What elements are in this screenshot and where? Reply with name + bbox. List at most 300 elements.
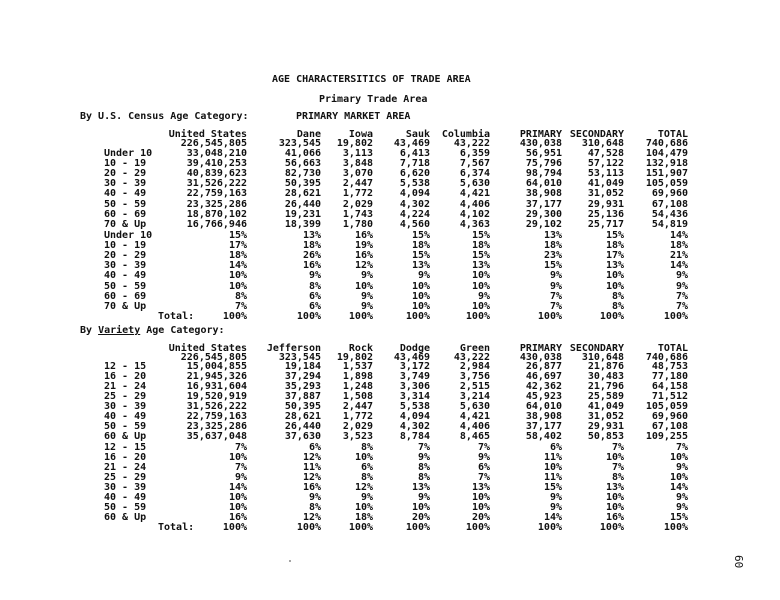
row-label: 20 - 29 — [104, 250, 147, 262]
percent-cell: 8% — [360, 472, 373, 483]
count-cell: 4,102 — [459, 208, 490, 220]
count-cell: 37,887 — [284, 391, 321, 402]
count-cell: 105,059 — [645, 401, 688, 412]
percent-cell: 6% — [477, 462, 490, 473]
percent-cell: 6% — [308, 300, 321, 312]
percent-cell: 7% — [549, 290, 562, 302]
count-cell: 3,070 — [342, 168, 373, 180]
percent-cell: 10% — [605, 492, 624, 503]
percent-cell: 9% — [360, 492, 373, 503]
count-cell: 7,567 — [459, 158, 490, 170]
count-cell: 6,374 — [459, 168, 490, 180]
count-cell: 23,325,286 — [186, 198, 247, 210]
population-total-cell: 226,545,805 — [180, 352, 247, 363]
percent-cell: 10% — [543, 462, 562, 473]
market-area-label: PRIMARY MARKET AREA — [296, 111, 411, 122]
count-cell: 25,589 — [587, 391, 624, 402]
percent-cell: 8% — [611, 290, 624, 302]
percent-cell: 18% — [354, 512, 373, 523]
total-percent-cell: 100% — [465, 310, 490, 322]
count-cell: 3,523 — [342, 431, 373, 442]
percent-cell: 9% — [308, 270, 321, 282]
count-cell: 2,447 — [342, 178, 373, 190]
count-cell: 16,931,604 — [186, 381, 247, 392]
percent-cell: 6% — [549, 442, 562, 453]
total-percent-cell: 100% — [405, 522, 430, 533]
row-label: 60 & Up — [104, 431, 147, 442]
row-label: 50 - 59 — [104, 421, 147, 432]
percent-cell: 10% — [605, 502, 624, 513]
count-cell: 29,931 — [587, 421, 624, 432]
percent-cell: 9% — [477, 452, 490, 463]
percent-cell: 14% — [669, 230, 688, 241]
percent-cell: 23% — [543, 250, 562, 262]
count-cell: 30,483 — [587, 371, 624, 382]
row-label: 10 - 19 — [104, 240, 147, 252]
column-header: SECONDARY — [569, 343, 624, 354]
count-cell: 2,984 — [459, 361, 490, 372]
percent-cell: 18% — [471, 240, 490, 252]
column-header: United States — [168, 129, 247, 140]
count-cell: 104,479 — [645, 148, 688, 159]
percent-cell: 18% — [605, 240, 624, 252]
count-cell: 3,172 — [399, 361, 430, 372]
count-cell: 5,630 — [459, 401, 490, 412]
count-cell: 4,421 — [459, 188, 490, 200]
total-percent-cell: 100% — [348, 522, 373, 533]
count-cell: 25,136 — [587, 208, 624, 220]
count-cell: 4,406 — [459, 198, 490, 210]
percent-cell: 10% — [471, 300, 490, 312]
column-header: United States — [168, 343, 247, 354]
count-cell: 50,395 — [284, 401, 321, 412]
row-label: 40 - 49 — [104, 492, 147, 503]
count-cell: 41,049 — [587, 178, 624, 190]
count-cell: 22,759,163 — [186, 188, 247, 200]
count-cell: 7,718 — [399, 158, 430, 170]
page-number: 60 — [732, 555, 745, 569]
total-percent-cell: 100% — [663, 310, 688, 322]
count-cell: 69,960 — [651, 188, 688, 200]
population-total-cell: 740,686 — [645, 352, 688, 363]
column-header: Iowa — [348, 129, 373, 140]
count-cell: 50,395 — [284, 178, 321, 190]
count-cell: 50,853 — [587, 431, 624, 442]
percent-cell: 9% — [675, 280, 688, 292]
percent-cell: 13% — [605, 260, 624, 272]
percent-cell: 16% — [605, 512, 624, 523]
count-cell: 71,512 — [651, 391, 688, 402]
count-cell: 2,515 — [459, 381, 490, 392]
percent-cell: 10% — [411, 300, 430, 312]
percent-cell: 20% — [471, 512, 490, 523]
percent-cell: 10% — [228, 452, 247, 463]
percent-cell: 9% — [549, 502, 562, 513]
row-label: 50 - 59 — [104, 502, 147, 513]
percent-cell: 8% — [417, 472, 430, 483]
percent-cell: 12% — [354, 260, 373, 272]
count-cell: 64,158 — [651, 381, 688, 392]
count-cell: 2,447 — [342, 401, 373, 412]
percent-cell: 9% — [675, 270, 688, 282]
percent-cell: 9% — [308, 492, 321, 503]
row-label: 20 - 29 — [104, 168, 147, 180]
count-cell: 5,538 — [399, 401, 430, 412]
percent-cell: 11% — [543, 472, 562, 483]
population-total-cell: 310,648 — [581, 138, 624, 149]
column-header: PRIMARY — [519, 343, 562, 354]
percent-cell: 8% — [417, 462, 430, 473]
percent-cell: 8% — [611, 300, 624, 312]
count-cell: 45,923 — [525, 391, 562, 402]
population-total-cell: 19,802 — [336, 138, 373, 149]
percent-cell: 9% — [417, 452, 430, 463]
column-header: TOTAL — [657, 129, 688, 140]
column-header: Dodge — [399, 343, 430, 354]
count-cell: 35,637,048 — [186, 431, 247, 442]
percent-cell: 6% — [308, 290, 321, 302]
count-cell: 4,363 — [459, 218, 490, 230]
percent-cell: 10% — [411, 280, 430, 292]
row-label: 10 - 19 — [104, 158, 147, 170]
count-cell: 31,526,222 — [186, 178, 247, 190]
count-cell: 33,048,210 — [186, 148, 247, 159]
percent-cell: 6% — [308, 442, 321, 453]
count-cell: 67,108 — [651, 198, 688, 210]
percent-cell: 10% — [471, 492, 490, 503]
percent-cell: 10% — [669, 472, 688, 483]
total-percent-cell: 100% — [599, 310, 624, 322]
row-label: 60 - 69 — [104, 290, 147, 302]
percent-cell: 9% — [234, 472, 247, 483]
count-cell: 19,520,919 — [186, 391, 247, 402]
column-header: Rock — [348, 343, 373, 354]
percent-cell: 10% — [228, 492, 247, 503]
count-cell: 6,413 — [399, 148, 430, 159]
count-cell: 22,759,163 — [186, 411, 247, 422]
count-cell: 3,848 — [342, 158, 373, 170]
count-cell: 1,508 — [342, 391, 373, 402]
total-percent-cell: 100% — [663, 522, 688, 533]
percent-cell: 8% — [308, 502, 321, 513]
total-percent-cell: 100% — [465, 522, 490, 533]
percent-cell: 7% — [549, 300, 562, 312]
percent-cell: 10% — [228, 502, 247, 513]
count-cell: 54,436 — [651, 208, 688, 220]
total-percent-cell: 100% — [296, 522, 321, 533]
count-cell: 39,410,253 — [186, 158, 247, 170]
count-cell: 37,294 — [284, 371, 321, 382]
count-cell: 26,440 — [284, 198, 321, 210]
count-cell: 8,465 — [459, 431, 490, 442]
percent-cell: 14% — [669, 482, 688, 493]
count-cell: 69,960 — [651, 411, 688, 422]
percent-cell: 9% — [477, 290, 490, 302]
percent-cell: 14% — [228, 260, 247, 272]
count-cell: 57,122 — [587, 158, 624, 170]
row-label: 40 - 49 — [104, 270, 147, 282]
count-cell: 3,749 — [399, 371, 430, 382]
row-label: 60 - 69 — [104, 208, 147, 220]
percent-cell: 10% — [471, 280, 490, 292]
row-label: 60 & Up — [104, 512, 147, 523]
count-cell: 37,630 — [284, 431, 321, 442]
percent-cell: 12% — [302, 512, 321, 523]
count-cell: 1,743 — [342, 208, 373, 220]
percent-cell: 8% — [360, 442, 373, 453]
count-cell: 19,184 — [284, 361, 321, 372]
population-total-cell: 19,802 — [336, 352, 373, 363]
section1-heading: By U.S. Census Age Category: — [80, 111, 249, 122]
count-cell: 38,908 — [525, 411, 562, 422]
percent-cell: 9% — [549, 270, 562, 282]
count-cell: 4,421 — [459, 411, 490, 422]
percent-cell: 26% — [302, 250, 321, 262]
count-cell: 2,029 — [342, 421, 373, 432]
row-label: 25 - 29 — [104, 472, 147, 483]
total-percent-cell: 100% — [537, 310, 562, 322]
total-percent-cell: 100% — [222, 310, 247, 322]
population-total-cell: 323,545 — [278, 352, 321, 363]
total-percent-cell: 100% — [405, 310, 430, 322]
section2-heading-prefix: By — [80, 325, 93, 336]
count-cell: 38,908 — [525, 188, 562, 200]
population-total-cell: 43,469 — [393, 138, 430, 149]
population-total-cell: 43,222 — [453, 138, 490, 149]
percent-cell: 12% — [302, 452, 321, 463]
column-header: Sauk — [405, 129, 430, 140]
count-cell: 29,931 — [587, 198, 624, 210]
population-total-cell: 43,222 — [453, 352, 490, 363]
count-cell: 31,526,222 — [186, 401, 247, 412]
percent-cell: 8% — [234, 290, 247, 302]
row-label: 70 & Up — [104, 218, 147, 230]
count-cell: 21,796 — [587, 381, 624, 392]
row-label: 30 - 39 — [104, 401, 147, 412]
percent-cell: 7% — [477, 472, 490, 483]
total-percent-cell: 100% — [537, 522, 562, 533]
count-cell: 23,325,286 — [186, 421, 247, 432]
percent-cell: 16% — [302, 260, 321, 272]
percent-cell: 7% — [675, 442, 688, 453]
percent-cell: 18% — [669, 240, 688, 252]
count-cell: 41,066 — [284, 148, 321, 159]
count-cell: 31,052 — [587, 188, 624, 200]
count-cell: 40,839,623 — [186, 168, 247, 180]
percent-cell: 15% — [228, 230, 247, 241]
count-cell: 3,756 — [459, 371, 490, 382]
percent-cell: 18% — [302, 240, 321, 252]
count-cell: 37,177 — [525, 421, 562, 432]
count-cell: 5,630 — [459, 178, 490, 190]
count-cell: 31,052 — [587, 411, 624, 422]
percent-cell: 10% — [354, 452, 373, 463]
count-cell: 64,010 — [525, 178, 562, 190]
section2-heading-underlined: Variety — [98, 325, 141, 336]
percent-cell: 9% — [549, 280, 562, 292]
percent-cell: 9% — [360, 290, 373, 302]
percent-cell: 10% — [411, 502, 430, 513]
percent-cell: 9% — [360, 270, 373, 282]
row-label: Under 10 — [104, 230, 153, 241]
percent-cell: 16% — [354, 250, 373, 262]
count-cell: 105,059 — [645, 178, 688, 190]
population-total-cell: 43,469 — [393, 352, 430, 363]
percent-cell: 15% — [543, 260, 562, 272]
percent-cell: 18% — [411, 240, 430, 252]
percent-cell: 14% — [669, 260, 688, 272]
percent-cell: 13% — [543, 230, 562, 241]
percent-cell: 16% — [354, 230, 373, 241]
count-cell: 41,049 — [587, 401, 624, 412]
count-cell: 35,293 — [284, 381, 321, 392]
page-subtitle: Primary Trade Area — [319, 94, 428, 105]
count-cell: 21,945,326 — [186, 371, 247, 382]
row-label: 50 - 59 — [104, 280, 147, 292]
percent-cell: 15% — [411, 230, 430, 241]
count-cell: 4,094 — [399, 411, 430, 422]
count-cell: 3,214 — [459, 391, 490, 402]
percent-cell: 7% — [234, 462, 247, 473]
column-header: Green — [459, 343, 490, 354]
count-cell: 3,314 — [399, 391, 430, 402]
percent-cell: 12% — [302, 472, 321, 483]
count-cell: 19,231 — [284, 208, 321, 220]
count-cell: 56,663 — [284, 158, 321, 170]
count-cell: 5,538 — [399, 178, 430, 190]
column-header: Dane — [296, 129, 321, 140]
percent-cell: 13% — [302, 230, 321, 241]
population-total-cell: 740,686 — [645, 138, 688, 149]
count-cell: 98,794 — [525, 168, 562, 180]
row-label: 12 - 15 — [104, 442, 147, 453]
count-cell: 26,877 — [525, 361, 562, 372]
percent-cell: 10% — [605, 270, 624, 282]
count-cell: 1,898 — [342, 371, 373, 382]
count-cell: 21,876 — [587, 361, 624, 372]
percent-cell: 13% — [471, 260, 490, 272]
percent-cell: 10% — [228, 280, 247, 292]
count-cell: 64,010 — [525, 401, 562, 412]
percent-cell: 9% — [675, 462, 688, 473]
row-label: 25 - 29 — [104, 391, 147, 402]
count-cell: 37,177 — [525, 198, 562, 210]
count-cell: 3,306 — [399, 381, 430, 392]
count-cell: 8,784 — [399, 431, 430, 442]
count-cell: 4,406 — [459, 421, 490, 432]
percent-cell: 14% — [228, 482, 247, 493]
population-total-cell: 310,648 — [581, 352, 624, 363]
count-cell: 53,113 — [587, 168, 624, 180]
count-cell: 1,248 — [342, 381, 373, 392]
percent-cell: 16% — [228, 512, 247, 523]
count-cell: 47,528 — [587, 148, 624, 159]
percent-cell: 7% — [234, 442, 247, 453]
percent-cell: 9% — [675, 492, 688, 503]
count-cell: 151,907 — [645, 168, 688, 180]
row-label: 30 - 39 — [104, 178, 147, 190]
percent-cell: 19% — [354, 240, 373, 252]
total-percent-cell: 100% — [599, 522, 624, 533]
percent-cell: 7% — [675, 300, 688, 312]
count-cell: 109,255 — [645, 431, 688, 442]
count-cell: 16,766,946 — [186, 218, 247, 230]
percent-cell: 7% — [611, 462, 624, 473]
row-label: 30 - 39 — [104, 260, 147, 272]
percent-cell: 15% — [411, 250, 430, 262]
percent-cell: 7% — [234, 300, 247, 312]
count-cell: 46,697 — [525, 371, 562, 382]
percent-cell: 21% — [669, 250, 688, 262]
count-cell: 2,029 — [342, 198, 373, 210]
count-cell: 4,560 — [399, 218, 430, 230]
count-cell: 82,730 — [284, 168, 321, 180]
percent-cell: 10% — [354, 280, 373, 292]
count-cell: 3,113 — [342, 148, 373, 159]
count-cell: 1,772 — [342, 411, 373, 422]
percent-cell: 13% — [411, 260, 430, 272]
count-cell: 1,537 — [342, 361, 373, 372]
row-label: 70 & Up — [104, 300, 147, 312]
percent-cell: 18% — [228, 250, 247, 262]
percent-cell: 13% — [605, 482, 624, 493]
percent-cell: 7% — [477, 442, 490, 453]
percent-cell: 10% — [228, 270, 247, 282]
row-label: 12 - 15 — [104, 361, 147, 372]
percent-cell: 15% — [471, 230, 490, 241]
percent-cell: 10% — [605, 452, 624, 463]
population-total-cell: 430,038 — [519, 352, 562, 363]
percent-cell: 10% — [669, 452, 688, 463]
section2-heading — [80, 325, 225, 336]
count-cell: 42,362 — [525, 381, 562, 392]
percent-cell: 17% — [228, 240, 247, 252]
count-cell: 6,620 — [399, 168, 430, 180]
column-header: PRIMARY — [519, 129, 562, 140]
percent-cell: 7% — [417, 442, 430, 453]
column-header: TOTAL — [657, 343, 688, 354]
population-total-cell: 226,545,805 — [180, 138, 247, 149]
percent-cell: 13% — [471, 482, 490, 493]
column-header: Columbia — [441, 129, 490, 140]
count-cell: 18,399 — [284, 218, 321, 230]
row-label: 30 - 39 — [104, 482, 147, 493]
row-label: Under 10 — [104, 148, 153, 159]
count-cell: 48,753 — [651, 361, 688, 372]
percent-cell: 10% — [471, 270, 490, 282]
percent-cell: 17% — [605, 250, 624, 262]
count-cell: 132,918 — [645, 158, 688, 170]
row-label: 40 - 49 — [104, 188, 147, 200]
count-cell: 18,870,102 — [186, 208, 247, 220]
count-cell: 4,302 — [399, 198, 430, 210]
population-total-cell: 430,038 — [519, 138, 562, 149]
count-cell: 4,302 — [399, 421, 430, 432]
row-label: 16 - 20 — [104, 452, 147, 463]
population-total-cell: 323,545 — [278, 138, 321, 149]
percent-cell: 9% — [549, 492, 562, 503]
percent-cell: 12% — [354, 482, 373, 493]
percent-cell: 10% — [605, 280, 624, 292]
count-cell: 28,621 — [284, 188, 321, 200]
percent-cell: 11% — [302, 462, 321, 473]
percent-cell: 15% — [543, 482, 562, 493]
column-header: Jefferson — [266, 343, 321, 354]
count-cell: 1,780 — [342, 218, 373, 230]
count-cell: 56,951 — [525, 148, 562, 159]
section2-heading-suffix: Age Category: — [146, 325, 225, 336]
scan-speck — [289, 560, 291, 562]
